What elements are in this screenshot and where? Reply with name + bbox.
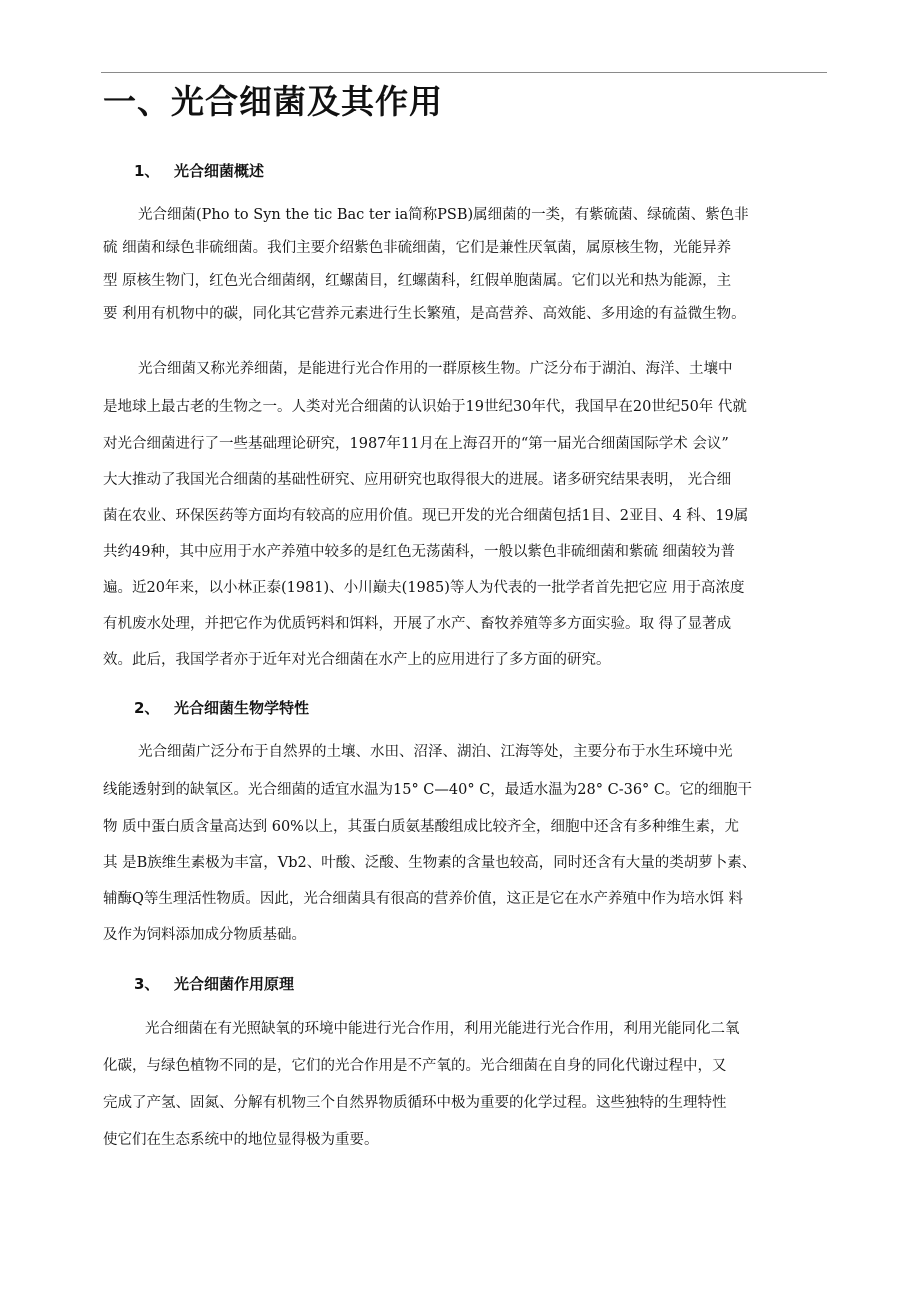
text-line: 化碳，与绿色植物不同的是，它们的光合作用是不产氧的。光合细菌在自身的同化代谢过程中，又 [103, 1058, 727, 1074]
section-1-heading [134, 160, 264, 181]
text-line: 菌在农业、环保医药等方面均有较高的应用价值。现已开发的光合细菌包括1目、2亚目、4 科、19属 [103, 508, 749, 524]
section-number: 2、 [134, 699, 160, 717]
text-line: 物 质中蛋白质含量高达到 60%以上，其蛋白质氨基酸组成比较齐全，细胞中还含有多种维生素，尤 [103, 819, 739, 835]
text-line: 对光合细菌进行了一些基础理论研究，1987年11月在上海召开的“第一届光合细菌国际学术 会议” [103, 436, 729, 452]
text-line: 光合细菌广泛分布于自然界的土壤、水田、沼泽、湖泊、江海等处，主要分布于水生环境中光 [138, 744, 733, 760]
text-line: 辅酶Q等生理活性物质。因此，光合细菌具有很高的营养价值，这正是它在水产养殖中作为培水饵 料 [103, 891, 743, 907]
top-rule [101, 72, 827, 73]
text-line: 完成了产氢、固氮、分解有机物三个自然界物质循环中极为重要的化学过程。这些独特的生理特性 [103, 1095, 727, 1111]
text-line: 其 是B族维生素极为丰富，Vb2、叶酸、泛酸、生物素的含量也较高，同时还含有大量的类胡萝卜素、 [103, 855, 757, 871]
section-title: 光合细菌概述 [174, 162, 265, 180]
text-line: 线能透射到的缺氧区。光合细菌的适宜水温为15° C—40° C，最适水温为28° C-36° C。它的细胞干 [103, 782, 753, 798]
section-title: 光合细菌作用原理 [174, 975, 295, 993]
text-line: 是地球上最古老的生物之一。人类对光合细菌的认识始于19世纪30年代，我国早在20世纪50年 代就 [103, 399, 747, 415]
section-3-heading [134, 973, 294, 994]
section-2-heading [134, 697, 309, 718]
text-line: 共约49种，其中应用于水产养殖中较多的是红色无荡菌科，一般以紫色非硫细菌和紫硫 细菌较为普 [103, 544, 736, 560]
text-line: 效。此后，我国学者亦于近年对光合细菌在水产上的应用进行了多方面的研究。 [103, 652, 611, 668]
text-line: 光合细菌在有光照缺氧的环境中能进行光合作用，利用光能进行光合作用，利用光能同化二氧 [145, 1021, 740, 1037]
section-number: 3、 [134, 975, 160, 993]
text-line: 光合细菌又称光养细菌，是能进行光合作用的一群原核生物。广泛分布于湖泊、海洋、土壤中 [138, 361, 733, 377]
text-line: 大大推动了我国光合细菌的基础性研究、应用研究也取得很大的进展。诸多研究结果表明， 光合细 [103, 472, 732, 488]
text-line: 遍。近20年来，以小林正泰(1981)、小川巅夫(1985)等人为代表的一批学者首先把它应 用于高浓度 [103, 580, 745, 596]
text-line: 使它们在生态系统中的地位显得极为重要。 [103, 1132, 379, 1148]
text-line: 有机废水处理，并把它作为优质钙料和饵料，开展了水产、畜牧养殖等多方面实验。取 得了显著成 [103, 616, 732, 632]
page-title: 一、光合细菌及其作用 [103, 82, 443, 121]
text-line: 型 原核生物门，红色光合细菌纲，红螺菌目，红螺菌科，红假单胞菌属。它们以光和热为能源，主 [103, 273, 732, 289]
section-number: 1、 [134, 162, 160, 180]
text-line: 要 利用有机物中的碳，同化其它营养元素进行生长繁殖，是高营养、高效能、多用途的有益微生物。 [103, 306, 746, 322]
text-line: 光合细菌(Pho to Syn the tic Bac ter ia简称PSB)属细菌的一类，有紫硫菌、绿硫菌、紫色非 [138, 207, 749, 223]
text-line: 硫 细菌和绿色非硫细菌。我们主要介绍紫色非硫细菌，它们是兼性厌氧菌，属原核生物，光能异养 [103, 240, 732, 256]
section-title: 光合细菌生物学特性 [174, 699, 310, 717]
text-line: 及作为饲料添加成分物质基础。 [103, 927, 306, 943]
